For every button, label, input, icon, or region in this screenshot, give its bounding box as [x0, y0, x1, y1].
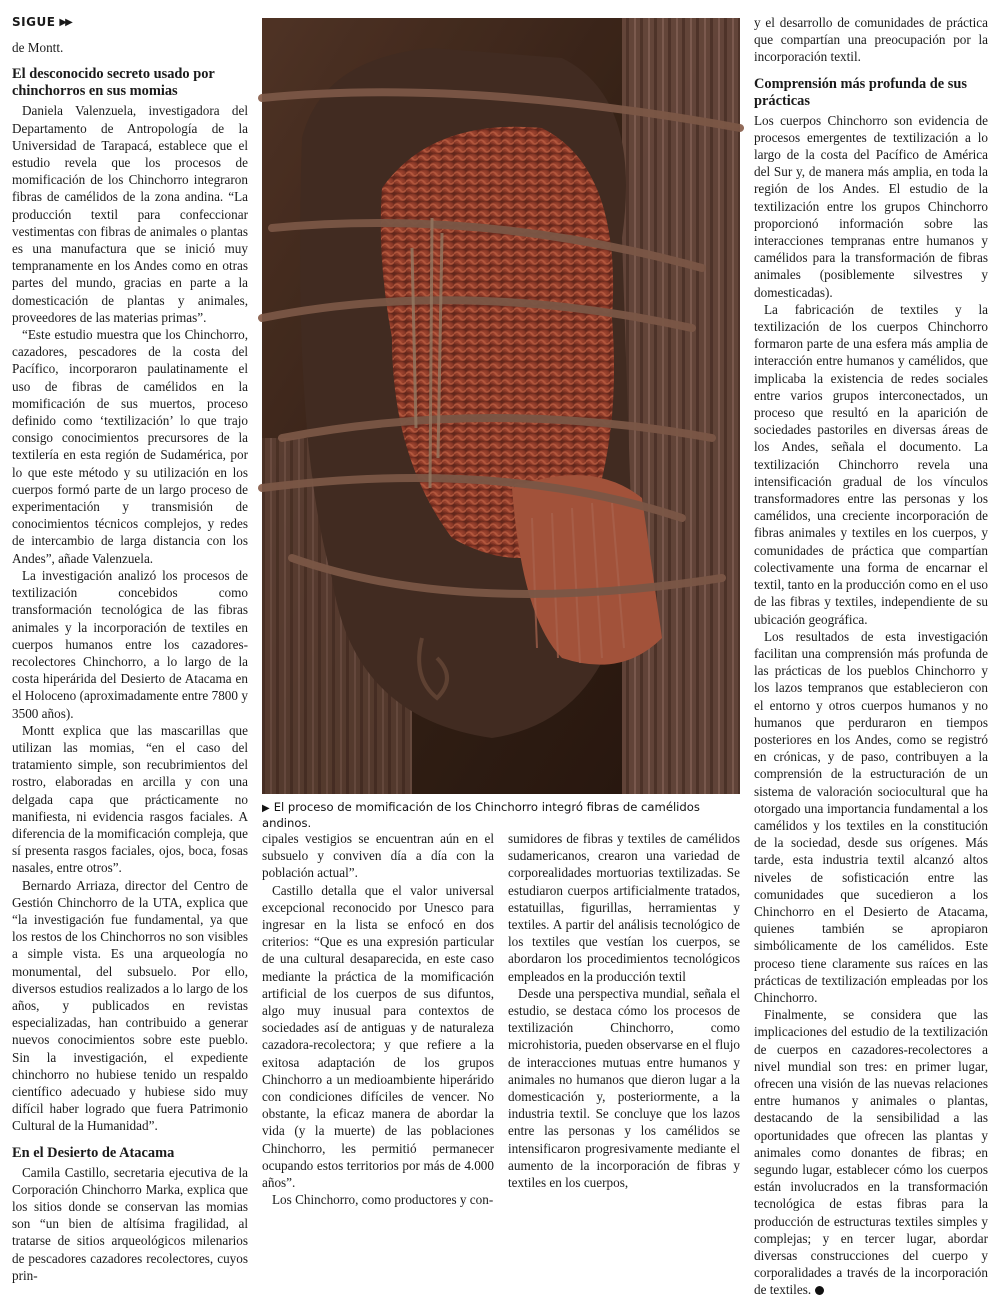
paragraph: “Este estudio muestra que los Chinchorro, cazadores, pescadores de la costa del Pacífico, incorporaron paulatinamente el uso de fibras de camélidos en la momificación de sus muertos, proceso definido como ‘textilización’ lo que trajo consigo conocimientos precursores de la textilería en esta región de Sudamérica, por lo que este método y su utilización en los cuerpos formó parte de un largo proceso de experimentación y transmisión de conocimientos técnicos complejos, y redes de intercambio de larga distancia con los Andes”, añade Valenzuela. [12, 327, 248, 566]
article-photo [262, 18, 740, 794]
article-column-3 [508, 830, 740, 1191]
section-heading: En el Desierto de Atacama [12, 1144, 175, 1161]
article-column-4 [754, 14, 989, 1298]
paragraph: Daniela Valenzuela, investigadora del Departamento de Antropología de la Universidad de Tarapacá, establece que el estudio revela que los procesos de momificación de los Chinchorro integraron fibras de camélidos de la zona andina. “La producción textil para confeccionar vestimentas con fibras de animales o plantas es una manufactura que se inició muy tempranamente en los Andes como en otras partes del mundo, gracias en parte a la domesticación de plantas y animales, proveedores de las materias primas”. [12, 103, 248, 325]
paragraph: Camila Castillo, secretaria ejecutiva de la Corporación Chinchorro Marka, explica que los sitios donde se conservan las momias son “un bien de altísima fragilidad, al tratarse de sitios arqueológicos milenarios de pescadores cazadores recolectores, cuyos prin- [12, 1164, 248, 1283]
paragraph: Montt explica que las mascarillas que utilizan las momias, “en el caso del tratamiento simple, son recubrimientos del rostro, elaboradas en arcilla y con una delgada capa que prácticamente no manifiesta, ni evidencia rasgos faciales. A diferencia de la momificación compleja, que sí presenta rasgos faciales, ojos, boca, fosas nasales, entre otros”. [12, 722, 248, 876]
paragraph: Bernardo Arriaza, director del Centro de Gestión Chinchorro de la UTA, explica que “la investigación fue fundamental, ya que los restos de los Chinchorros no son visibles a simple vista. Es una arqueología no monumental, del subsuelo. Por ello, diversos estudios realizados a lo largo de los años, y publicados en revistas especializadas, han contribuido a generar nuevos conocimientos sobre este pueblo. Sin la investigación, el expediente chinchorro no hubiese tenido un respaldo científico adecuado y hubiese sido muy difícil haber logrado que fuera Patrimonio Cultural de la Humanidad”. [12, 877, 248, 1134]
paragraph-text: Finalmente, se considera que las implicaciones del estudio de la textilización de cuerpos en cazadores-recolectores a nivel mundial son tres: en primer lugar, ofrecen una visión de las nuevas relaciones entre humanos y animales o plantas, destacando de la sensibilidad a las oportunidades que ofrecen las plantas y animales como donantes de fibras; en segundo lugar, establecer cómo los cuerpos están involucrados en la transformación tecnológica de estas fibras para la producción de estructuras textiles simples y complejas; y en tercer lugar, abordar diversas construcciones del cuerpo y corporalidades a través de la incorporación de textiles. [754, 1007, 988, 1298]
paragraph: cipales vestigios se encuentran aún en el subsuelo y conviven día a día con la población actual”. [262, 831, 494, 881]
section-heading: Comprensión más profunda de sus prácticas [754, 75, 967, 109]
end-of-article-dot-icon [815, 1286, 824, 1295]
caption-text: El proceso de momificación de los Chinchorro integró fibras de camélidos andinos. [262, 800, 700, 830]
double-triangle-right-icon: ▶▶ [59, 17, 71, 28]
section-heading: El desconocido secreto usado por chinchorros en sus momias [12, 66, 215, 100]
paragraph: Desde una perspectiva mundial, señala el estudio, se destaca cómo los procesos de textilización Chinchorro, como microhistoria, pueden observarse en el flujo de interacciones mutuas entre humanos y animales no humanos que dieron lugar a la domesticación y, posteriormente, a la industria textil. Se concluye que los lazos entre las personas y los camélidos se intensificaron progresivamente mediante el aumento de la incorporación de fibras y textiles en los cuerpos, [508, 985, 740, 1191]
paragraph: de Montt. [12, 40, 64, 56]
article-column-2 [262, 830, 494, 1208]
mummy-photo-illustration [262, 18, 740, 794]
paragraph: Castillo detalla que el valor universal excepcional reconocido por Unesco para ingresar en la lista se enfocó en dos criterios: “Que es una expresión particular de una cultural desaparecida, en este caso mediante la práctica de la momificación artificial de los cuerpos de sus difuntos, algo muy inusual para contextos de sociedades así de antiguas y de naturaleza cazadora-recolectora; y que refiere a la exitosa adaptación de los grupos Chinchorro a un medioambiente hiperárido con condiciones difíciles de vencer. No obstante, la eficaz manera de abordar la vida (y la muerte) de las poblaciones Chinchorro, les permitió permanecer ocupando estos territorios por más de 4.000 años”. [262, 882, 494, 1191]
paragraph: La investigación analizó los procesos de textilización concebidos como transformación tecnológica de las fibras animales y la incorporación de textiles en cuerpos humanos entre los cazadores-recolectores Chinchorro, a lo largo de la costa hiperárida del Desierto de Atacama en el Holoceno (aproximadamente entre 7800 y 3500 años). [12, 567, 248, 721]
paragraph: y el desarrollo de comunidades de práctica que compartían una preocupación por la incorporación textil. [754, 15, 988, 65]
triangle-right-icon: ▶ [262, 803, 270, 814]
sigue-label: SIGUE [12, 15, 56, 29]
paragraph: Los cuerpos Chinchorro son evidencia de procesos emergentes de textilización a lo largo de la costa del Pacífico de América del Sur y, de manera más amplia, en toda la región de los Andes. El estudio de la textilización entre los grupos Chinchorro proporcionó información sobre las interacciones tempranas entre humanos y camélidos para la transformación de fibras animales (posiblemente silvestres y domesticadas). [754, 112, 988, 300]
paragraph: Los Chinchorro, como productores y con- [272, 1192, 494, 1208]
article-column-1 [12, 14, 248, 1283]
paragraph: La fabricación de textiles y la textilización de los cuerpos Chinchorro formaron parte de una esfera más amplia de interacción entre humanos y camélidos, que implicaba la existencia de redes sociales entre varios grupos interconectados, un proceso que resultó en la aparición de sociedades pastoriles en diversas áreas de los Andes, señala el documento. La textilización Chinchorro revela una intensificación gradual de los vínculos transformadores entre las personas y los camélidos, una creciente incorporación de fibras animales y textiles en los cuerpos, y comunidades de práctica que compartían colectivamente una forma de encarnar el textil, tanto en la producción como en el uso de las fibras y textiles, independiente de su ubicación geográfica. [754, 301, 989, 627]
paragraph: sumidores de fibras y textiles de camélidos sudamericanos, crearon una variedad de corporealidades mortuorias textilizadas. Se estudiaron cuerpos artificialmente tratados, estatuillas, figurillas, herramientas y textiles. A partir del análisis tecnológico de los textiles que vestían los cuerpos, se abordaron los procedimientos tecnológicos empleados en la producción textil [508, 831, 740, 984]
continued-banner [12, 14, 248, 31]
photo-caption [262, 800, 740, 831]
paragraph: Los resultados de esta investigación facilitan una comprensión más profunda de las prácticas de los pueblos Chinchorro y los lazos tempranos que establecieron con el entorno y otros cuerpos humanos y no humanos que perduraron en tiempos posteriores en los Andes, como se registró en crónicas, y de paso, contribuyen a la comprensión de la estructuración de un sistema de valoración sociocultural que ha otorgado una importancia fundamental a los camélidos y los textiles en la constitución de la sociedad, desde sus orígenes. Más tarde, esta industria textil alcanzó altos niveles de sofisticación entre las comunidades que sucedieron a los Chinchorro en el Desierto de Atacama, quienes también se apropiaron simbólicamente de los camélidos. Este proceso tiene claramente sus raíces en las prácticas de textilización empleadas por los Chinchorro. [754, 628, 988, 1005]
paragraph [754, 1006, 988, 1298]
